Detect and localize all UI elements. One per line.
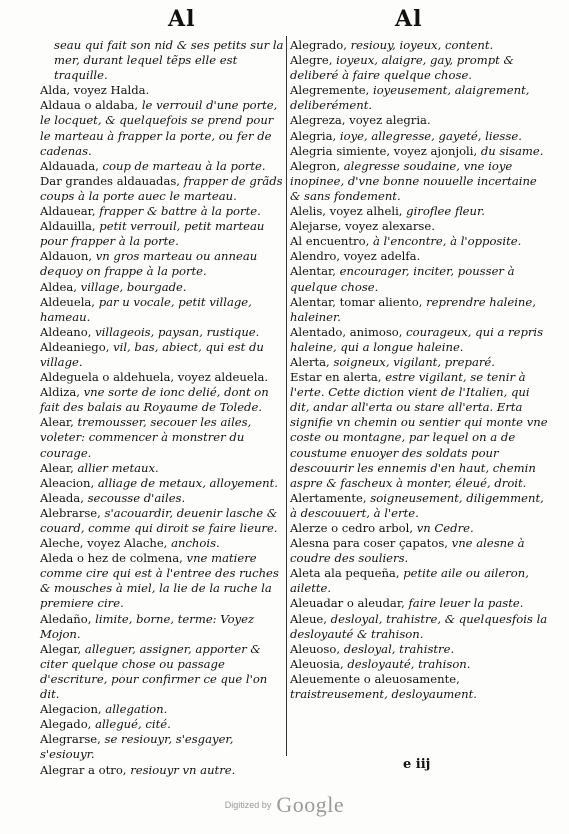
dictionary-entry	[290, 113, 548, 128]
dictionary-entry	[40, 385, 284, 415]
dictionary-entry	[290, 144, 548, 159]
entry-headword: Aldeuela,	[40, 294, 95, 309]
entry-headword: Aldiza,	[40, 385, 80, 400]
entry-headword: Aleuoso,	[290, 641, 341, 656]
entry-headword: Alda, voyez Halda.	[40, 83, 150, 98]
dictionary-entry	[290, 521, 548, 536]
entry-headword: Aleuemente o aleuosamente,	[290, 671, 460, 686]
dictionary-entry	[40, 536, 284, 551]
entry-definition: desloyal, trahistre, & quelquesfois la desloyauté & trahison.	[290, 611, 548, 641]
dictionary-entry	[40, 642, 284, 702]
column-divider	[286, 36, 287, 756]
entry-definition: courageux, qui a repris haleine, qui a longue haleine.	[290, 324, 544, 354]
entry-definition: anchois.	[171, 536, 220, 551]
entry-headword: Alelis, voyez alheli,	[290, 204, 403, 219]
entry-headword: Alentar, tomar aliento,	[290, 294, 423, 309]
entry-definition: ioyeux, alaigre, gay, prompt & deliberé à faire quelque chose.	[290, 53, 514, 83]
entry-definition: allegué, cité.	[95, 717, 171, 732]
entry-definition: coup de marteau à la porte.	[102, 158, 266, 173]
dictionary-entry	[290, 355, 548, 370]
dictionary-entry	[290, 536, 548, 566]
dictionary-entry	[290, 83, 548, 113]
dictionary-entry	[290, 129, 548, 144]
entry-definition: resiouyr vn autre.	[130, 762, 236, 777]
entry-definition: village, bourgade.	[80, 279, 187, 294]
dictionary-entry	[40, 491, 284, 506]
entry-definition: alliage de metaux, alloyement.	[97, 475, 278, 490]
entry-headword: Alear,	[40, 415, 74, 430]
running-header	[0, 6, 569, 36]
dictionary-entry	[290, 264, 548, 294]
entry-headword: Aleue,	[290, 611, 327, 626]
entry-headword: Aldauilla,	[40, 219, 96, 234]
entry-headword: Alertamente,	[290, 490, 367, 505]
dictionary-entry	[290, 249, 548, 264]
entry-definition: reprendre haleine, haleiner.	[290, 294, 536, 324]
entry-definition: à l'encontre, à l'opposite.	[372, 234, 522, 249]
entry-definition: encourager, inciter, pousser à quelque chose.	[290, 264, 515, 294]
entry-definition: giroflee fleur.	[406, 204, 485, 219]
entry-definition: vn gros marteau ou anneau dequoy on frappe à la porte.	[40, 249, 258, 279]
catchword: e iij	[403, 757, 431, 772]
dictionary-entry	[40, 295, 284, 325]
entry-headword: Aldauada,	[40, 158, 99, 173]
dictionary-entry	[40, 551, 284, 611]
entry-headword: Estar en alerta,	[290, 370, 382, 385]
entry-headword: Alebrarse,	[40, 505, 101, 520]
entry-headword: Alegron,	[290, 158, 341, 173]
entry-headword: Aleta ala pequeña,	[290, 566, 400, 581]
entry-definition: faire leuer la paste.	[408, 596, 524, 611]
entry-headword: Alejarse, voyez alexarse.	[290, 219, 435, 234]
entry-definition: alegresse soudaine, vne ioye inopinee, d'vne bonne nouuelle incertaine & sans fondement.	[290, 158, 537, 203]
entry-definition: vne alesne à coudre des souliers.	[290, 536, 525, 566]
digitized-watermark	[0, 792, 569, 818]
dictionary-entry	[40, 612, 284, 642]
entry-definition: s'acouardir, deuenir lasche & couard, comme qui diroit se faire lieure.	[40, 505, 278, 535]
dictionary-entry	[290, 657, 548, 672]
right-column	[290, 38, 548, 702]
entry-headword: Aleada,	[40, 490, 84, 505]
entry-definition: vne matiere comme cire qui est à l'entree des ruches & mousches à miel, la lie de la ruche la premiere cire.	[40, 551, 279, 611]
dictionary-entry	[40, 98, 284, 158]
entry-headword: Alegria,	[290, 128, 337, 143]
entry-headword: Alegado,	[40, 717, 92, 732]
dictionary-entry	[290, 566, 548, 596]
entry-headword: Alegria simiente, voyez ajonjoli,	[290, 143, 478, 158]
entry-headword: Aleuadar o aleudar,	[290, 596, 405, 611]
entry-headword: Aldeano,	[40, 324, 92, 339]
dictionary-entry	[40, 204, 284, 219]
entry-definition: alleguer, assigner, apporter & citer quelque chose ou passage d'escriture, pour confirmer ce que l'on dit.	[40, 641, 268, 702]
entry-definition: le verrouil d'une porte, le locquet, & quelquefois se prend pour le marteau à frapper la porte, ou fer de cadenas.	[40, 98, 278, 158]
entry-definition: petite aile ou aileron, ailette.	[290, 566, 529, 596]
entry-definition: frapper de grãds coups à la porte auec le marteau.	[40, 173, 283, 203]
entry-definition: frapper & battre à la porte.	[99, 204, 261, 219]
entry-definition: se resiouyr, s'esgayer, s'esiouyr.	[40, 732, 234, 762]
entry-headword: Aleuosia,	[290, 656, 344, 671]
entry-headword: Aldeguela o aldehuela, voyez aldeuela.	[40, 370, 269, 385]
dictionary-entry	[40, 732, 284, 762]
entry-headword: Aleche, voyez Alache,	[40, 536, 168, 551]
entry-definition: vne sorte de ionc delié, dont on fait des balais au Royaume de Tolede.	[40, 385, 269, 415]
dictionary-entry	[290, 642, 548, 657]
entry-definition: desloyal, trahistre.	[343, 641, 455, 656]
entry-headword: Aleda o hez de colmena,	[40, 551, 183, 566]
entry-definition: ioye, allegresse, gayeté, liesse.	[339, 128, 522, 143]
entry-headword: Alesna para coser çapatos,	[290, 536, 448, 551]
dictionary-entry	[290, 53, 548, 83]
entry-definition: resiouy, ioyeux, content.	[350, 38, 494, 52]
entry-headword: Aldea,	[40, 279, 77, 294]
dictionary-entry	[40, 83, 284, 98]
dictionary-entry	[290, 234, 548, 249]
dictionary-entry	[40, 461, 284, 476]
entry-headword: Dar grandes aldauadas,	[40, 173, 180, 188]
dictionary-entry	[40, 506, 284, 536]
dictionary-entry	[290, 204, 548, 219]
dictionary-entry	[40, 717, 284, 732]
digitized-prefix: Digitized by	[224, 800, 272, 810]
entry-headword: Al encuentro,	[290, 234, 370, 249]
entry-headword: Alentar,	[290, 264, 336, 279]
entry-headword: Aldauear,	[40, 204, 96, 219]
entry-headword: Aleacion,	[40, 475, 95, 490]
entry-headword: Alegreza, voyez alegria.	[290, 113, 431, 128]
entry-headword: Alerze o cedro arbol,	[290, 521, 414, 535]
dictionary-entry	[290, 325, 548, 355]
entry-headword: Aldauon,	[40, 249, 93, 264]
entry-definition: par u vocale, petit village, hameau.	[40, 294, 252, 324]
entry-definition: estre vigilant, se tenir à l'erte. Cette diction vient de l'Italien, qui dit, andar all'erta ou stare all'erta. Erta signifie vn chemin ou sentier qui monte vne coste ou montagne, par lequel on a de coustume enuoyer des soldats pour descouurir les ennemis d'en haut, chemin aspre & fascheux à monter, éleué, droit.	[290, 370, 548, 490]
dictionary-entry	[40, 370, 284, 385]
entry-definition: petit verrouil, petit marteau pour frapper à la porte.	[40, 219, 265, 249]
entry-definition: secousse d'ailes.	[87, 490, 186, 505]
entry-definition: tremousser, secouer les ailes, voleter: commencer à monstrer du courage.	[40, 415, 252, 460]
entry-definition: villageois, paysan, rustique.	[95, 324, 260, 339]
entry-headword: Aledaño,	[40, 611, 92, 626]
entry-definition: ioyeusement, alaigrement, deliberément.	[290, 83, 530, 113]
dictionary-entry	[40, 476, 284, 491]
dictionary-entry	[40, 280, 284, 295]
entry-headword: Alerta,	[290, 354, 330, 369]
entry-headword: Alegrarse,	[40, 732, 101, 747]
entry-definition: du sisame.	[480, 143, 544, 158]
dictionary-entry	[290, 159, 548, 204]
entry-definition: allier metaux.	[77, 460, 159, 475]
dictionary-entry	[40, 340, 284, 370]
entry-headword: Alendro, voyez adelfa.	[290, 249, 421, 264]
dictionary-entry	[40, 38, 284, 83]
dictionary-entry	[290, 38, 548, 53]
dictionary-entry	[40, 702, 284, 717]
dictionary-entry	[40, 249, 284, 279]
dictionary-entry	[290, 219, 548, 234]
header-left: Al	[168, 6, 196, 32]
dictionary-entry	[40, 219, 284, 249]
entry-definition: limite, borne, terme: Voyez Mojon.	[40, 611, 255, 641]
entry-definition: desloyauté, trahison.	[347, 656, 471, 671]
entry-definition: vn Cedre.	[416, 521, 474, 535]
entry-headword: Alegar,	[40, 641, 82, 656]
header-right: Al	[395, 6, 423, 32]
entry-headword: Alegrar a otro,	[40, 762, 127, 777]
google-logo: Google	[276, 792, 345, 817]
entry-headword: Alegacion,	[40, 702, 102, 717]
entry-definition: traistreusement, desloyaument.	[290, 687, 477, 702]
dictionary-entry	[290, 370, 548, 491]
dictionary-entry	[290, 596, 548, 611]
entry-headword: Alear,	[40, 460, 74, 475]
dictionary-entry	[290, 491, 548, 521]
dictionary-entry	[40, 159, 284, 174]
entry-headword: Alegre,	[290, 53, 333, 68]
dictionary-entry	[290, 612, 548, 642]
entry-headword: Alentado, animoso,	[290, 324, 403, 339]
entry-definition: allegation.	[105, 702, 168, 717]
entry-headword: Alegremente,	[290, 83, 370, 98]
entry-definition: vil, bas, abiect, qui est du village.	[40, 339, 264, 369]
entry-headword: Alegrado,	[290, 38, 347, 52]
entry-definition: soigneusement, diligemment, à descouuert, à l'erte.	[290, 490, 544, 520]
dictionary-entry	[40, 763, 284, 778]
dictionary-entry	[40, 174, 284, 204]
dictionary-entry	[40, 325, 284, 340]
entry-definition: soigneux, vigilant, preparé.	[333, 354, 495, 369]
entry-definition: seau qui fait son nid & ses petits sur la mer, durant lequel tẽps elle est traquille.	[54, 38, 284, 83]
dictionary-entry	[290, 295, 548, 325]
entry-headword: Aldeaniego,	[40, 339, 110, 354]
dictionary-entry	[290, 672, 548, 702]
left-column	[40, 38, 284, 778]
dictionary-entry	[40, 415, 284, 460]
entry-headword: Aldaua o aldaba,	[40, 98, 139, 113]
